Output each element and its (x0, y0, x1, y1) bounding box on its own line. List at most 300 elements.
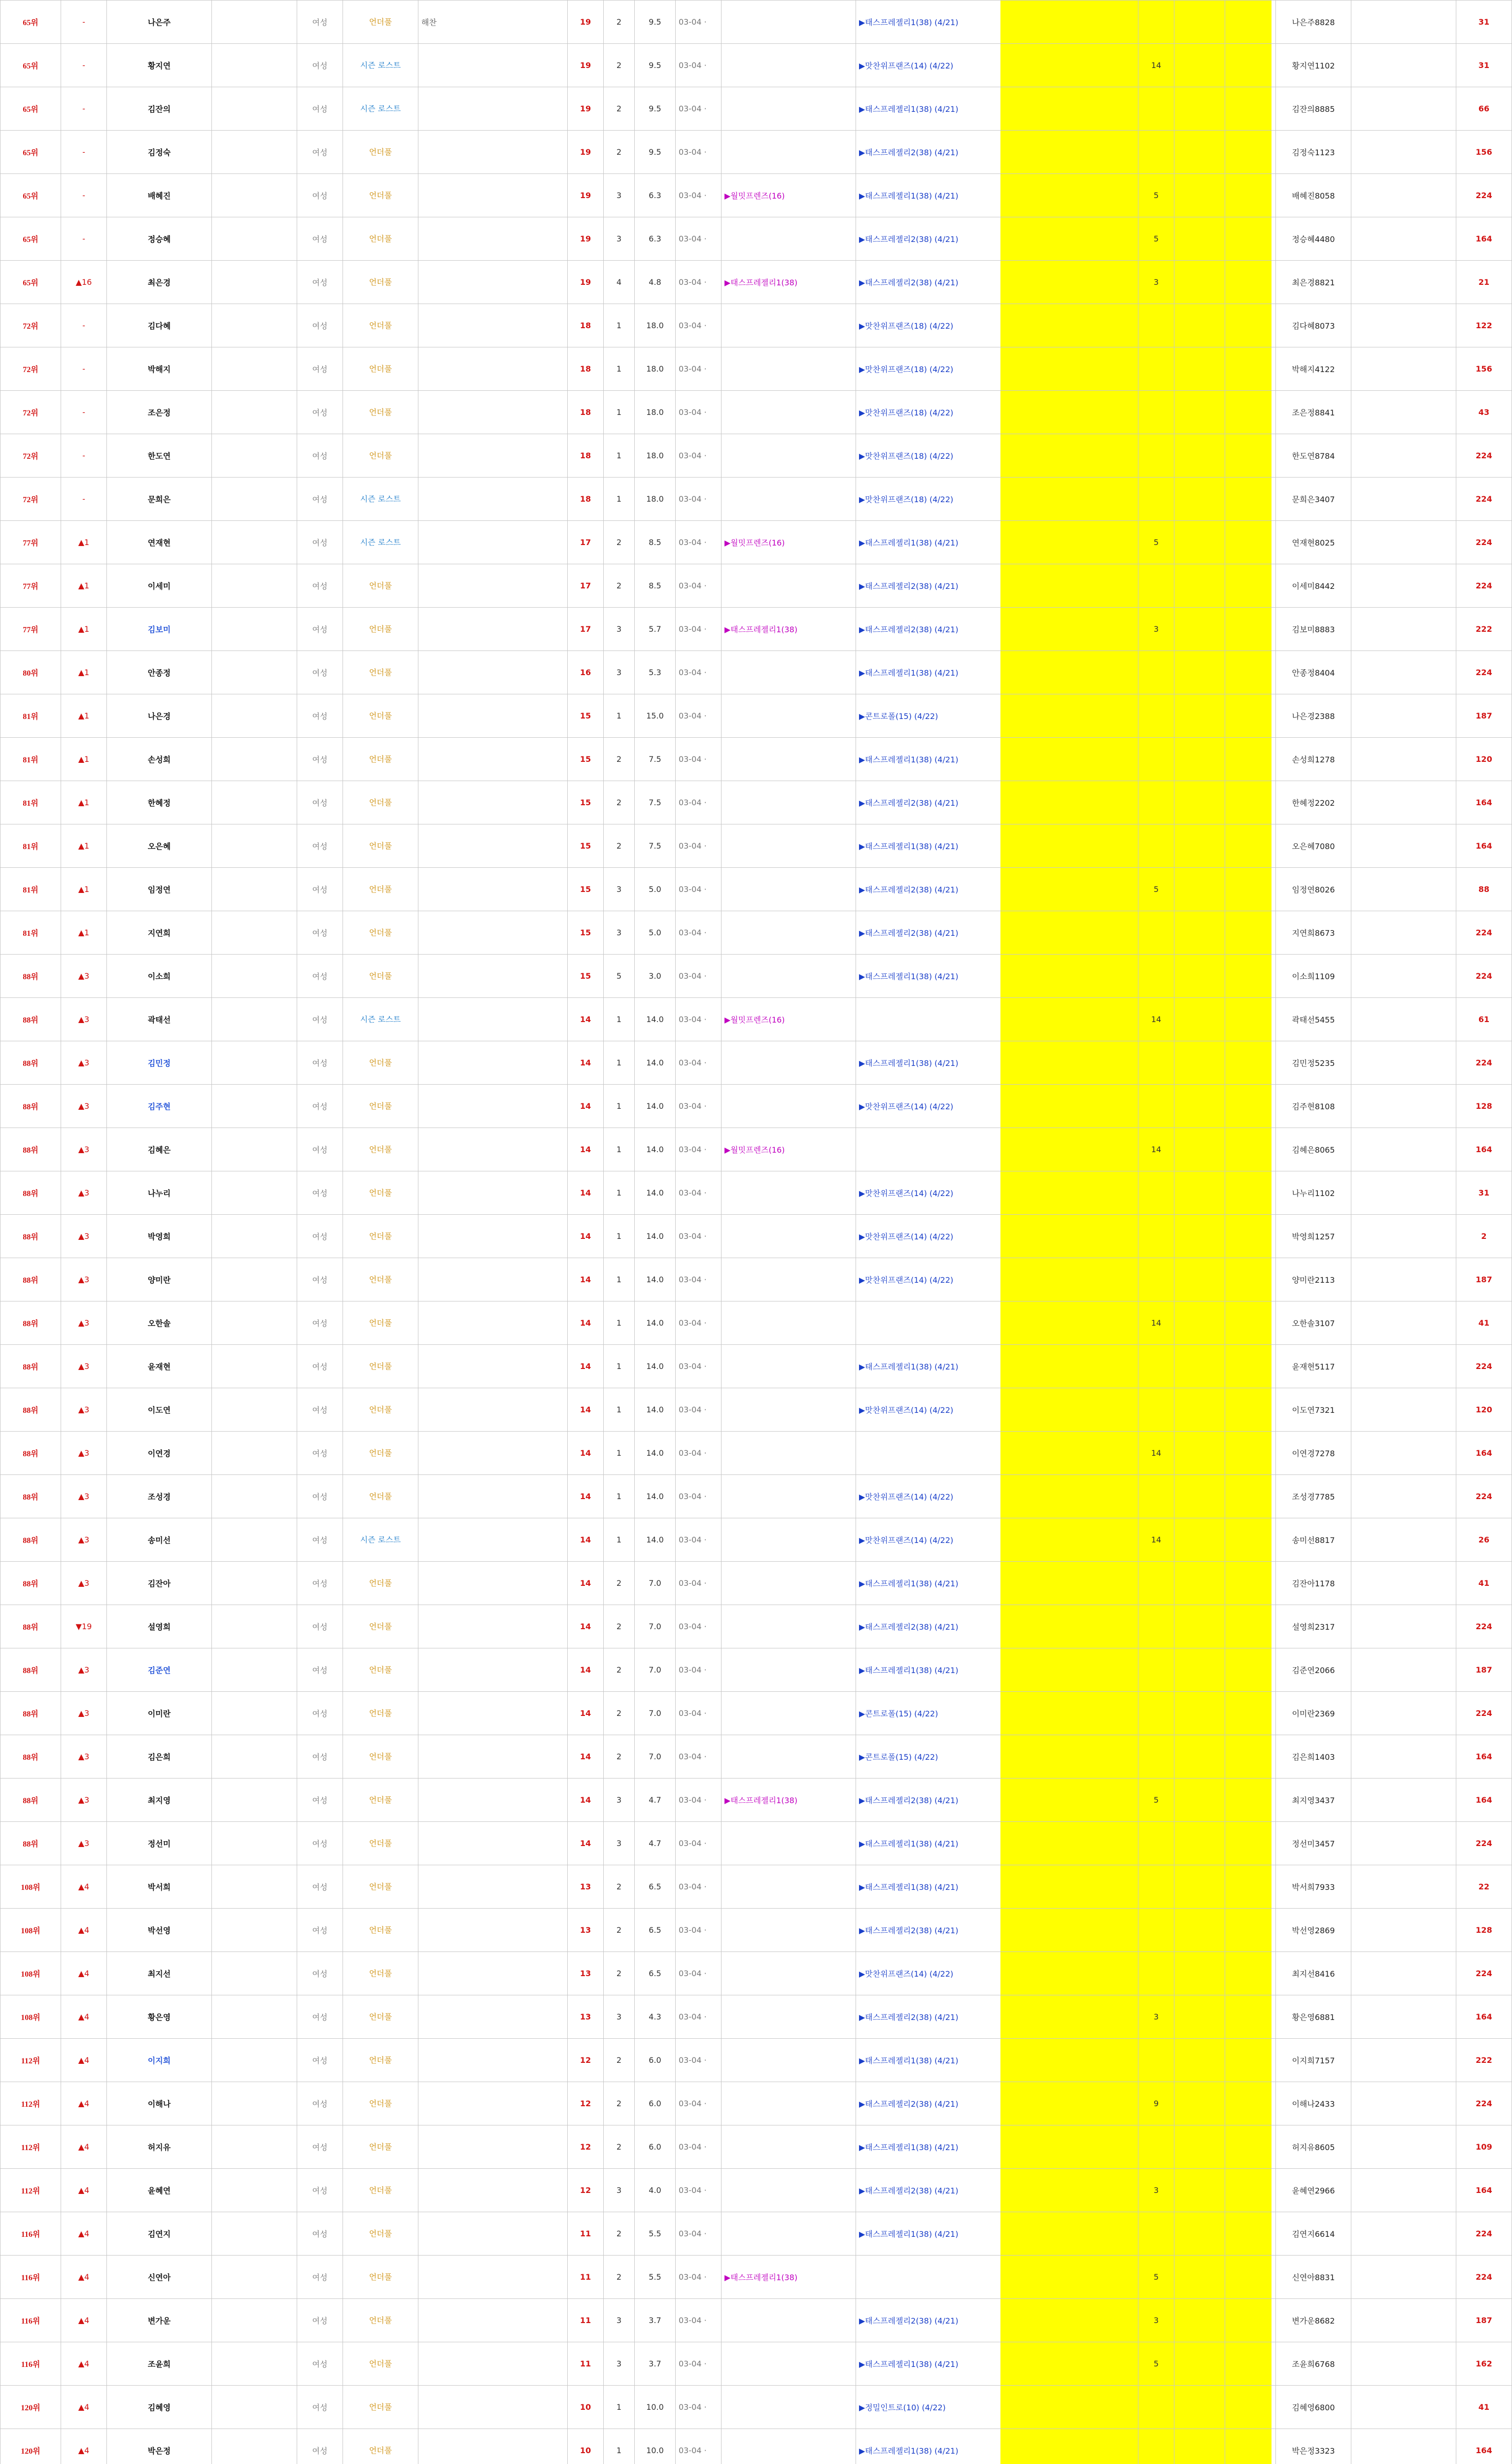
name-cell[interactable]: 최지영 (107, 1779, 212, 1822)
count-cell: 2 (604, 1865, 635, 1909)
note-cell (1351, 1085, 1456, 1128)
note-cell (1351, 391, 1456, 434)
score-cell: 19 (568, 261, 604, 304)
highlight-cell (1225, 1865, 1276, 1909)
description-cell (418, 2082, 568, 2125)
description-cell (418, 1779, 568, 1822)
name-cell[interactable]: 양미란 (107, 1258, 212, 1301)
name-cell[interactable]: 연재현 (107, 521, 212, 564)
badge-cell: 언더풀 (343, 651, 418, 694)
points-cell: 164 (1456, 1735, 1512, 1779)
spacer-cell (212, 1258, 297, 1301)
badge-cell: 언더풀 (343, 2429, 418, 2464)
table-row[interactable] (0, 651, 1512, 694)
user-id-cell[interactable]: 박해지4122 (1276, 347, 1351, 391)
highlight-value-cell (1138, 304, 1174, 347)
name-cell[interactable]: 김준연 (107, 1648, 212, 1692)
user-id-cell[interactable]: 이도연7321 (1276, 1388, 1351, 1432)
user-id-cell[interactable]: 김정숙1123 (1276, 131, 1351, 174)
user-id-cell[interactable]: 박선영2869 (1276, 1909, 1351, 1952)
type-cell: 여성 (297, 694, 343, 738)
name-cell[interactable]: 신연아 (107, 2256, 212, 2299)
user-id-cell[interactable]: 손성희1278 (1276, 738, 1351, 781)
user-id-cell[interactable]: 나은경2388 (1276, 694, 1351, 738)
name-cell[interactable]: 안종정 (107, 651, 212, 694)
highlight-value-cell (1138, 564, 1174, 608)
event-secondary-cell: ▶태스프레젤리2(38) (4/21) (856, 1995, 1138, 2039)
name-cell[interactable]: 황은영 (107, 1995, 212, 2039)
user-id-cell[interactable]: 양미란2113 (1276, 1258, 1351, 1301)
type-cell: 여성 (297, 1041, 343, 1085)
table-row[interactable] (0, 911, 1512, 955)
name-cell[interactable]: 이해나 (107, 2082, 212, 2125)
table-row[interactable] (0, 738, 1512, 781)
table-row[interactable] (0, 261, 1512, 304)
user-id-cell[interactable]: 김주현8108 (1276, 1085, 1351, 1128)
change-cell: ▲4 (61, 2256, 107, 2299)
table-row[interactable] (0, 304, 1512, 347)
name-cell[interactable]: 김연지 (107, 2212, 212, 2256)
name-cell[interactable]: 최은경 (107, 261, 212, 304)
table-row[interactable] (0, 1822, 1512, 1865)
badge-cell: 언더풀 (343, 2082, 418, 2125)
badge-cell: 언더풀 (343, 2125, 418, 2169)
highlight-cell (1174, 521, 1225, 564)
table-row[interactable] (0, 87, 1512, 131)
name-cell[interactable]: 김혜영 (107, 2386, 212, 2429)
table-row[interactable] (0, 2125, 1512, 2169)
user-id-cell[interactable]: 김잔아1178 (1276, 1562, 1351, 1605)
count-cell: 2 (604, 87, 635, 131)
name-cell[interactable]: 오은혜 (107, 824, 212, 868)
table-row[interactable] (0, 1648, 1512, 1692)
highlight-cell (1225, 44, 1276, 87)
count-cell: 1 (604, 1301, 635, 1345)
table-row[interactable] (0, 824, 1512, 868)
rank-cell: 112위 (0, 2125, 61, 2169)
name-cell[interactable]: 나은주 (107, 0, 212, 44)
highlight-value-cell (1138, 955, 1174, 998)
table-row[interactable] (0, 1388, 1512, 1432)
table-row[interactable] (0, 1128, 1512, 1171)
table-row[interactable] (0, 1865, 1512, 1909)
table-row[interactable] (0, 1258, 1512, 1301)
table-row[interactable] (0, 1735, 1512, 1779)
name-cell[interactable]: 김민정 (107, 1041, 212, 1085)
name-cell[interactable]: 이소희 (107, 955, 212, 998)
name-cell[interactable]: 황지연 (107, 44, 212, 87)
average-cell: 7.0 (635, 1692, 676, 1735)
change-cell: ▲1 (61, 564, 107, 608)
name-cell[interactable]: 곽태선 (107, 998, 212, 1041)
average-cell: 9.5 (635, 44, 676, 87)
user-id-cell[interactable]: 박서희7933 (1276, 1865, 1351, 1909)
table-row[interactable] (0, 955, 1512, 998)
name-cell[interactable]: 정선미 (107, 1822, 212, 1865)
table-row[interactable] (0, 1779, 1512, 1822)
event-primary-cell (722, 1085, 856, 1128)
table-row[interactable] (0, 1171, 1512, 1215)
table-row[interactable] (0, 2342, 1512, 2386)
rank-cell: 72위 (0, 434, 61, 478)
user-id-cell[interactable]: 황지연1102 (1276, 44, 1351, 87)
highlight-value-cell (1138, 2039, 1174, 2082)
table-row[interactable] (0, 2386, 1512, 2429)
rank-cell: 88위 (0, 1301, 61, 1345)
note-cell (1351, 781, 1456, 824)
user-id-cell[interactable]: 황은영6881 (1276, 1995, 1351, 2039)
points-cell: 224 (1456, 478, 1512, 521)
average-cell: 6.0 (635, 2039, 676, 2082)
user-id-cell[interactable]: 김다혜8073 (1276, 304, 1351, 347)
highlight-value-cell (1138, 1605, 1174, 1648)
type-cell: 여성 (297, 2386, 343, 2429)
user-id-cell[interactable]: 설영희2317 (1276, 1605, 1351, 1648)
user-id-cell[interactable]: 곽태선5455 (1276, 998, 1351, 1041)
user-id-cell[interactable]: 문희은3407 (1276, 478, 1351, 521)
date-cell: 03-04 · (676, 2212, 722, 2256)
event-secondary-cell (856, 1432, 1138, 1475)
user-id-cell[interactable]: 이해나2433 (1276, 2082, 1351, 2125)
user-id-cell[interactable]: 이지희7157 (1276, 2039, 1351, 2082)
count-cell: 1 (604, 1128, 635, 1171)
name-cell[interactable]: 한도연 (107, 434, 212, 478)
score-cell: 14 (568, 1085, 604, 1128)
table-row[interactable] (0, 1692, 1512, 1735)
spacer-cell (212, 44, 297, 87)
name-cell[interactable]: 박서희 (107, 1865, 212, 1909)
name-cell[interactable]: 김혜은 (107, 1128, 212, 1171)
spacer-cell (212, 304, 297, 347)
score-cell: 17 (568, 608, 604, 651)
user-id-cell[interactable]: 이미란2369 (1276, 1692, 1351, 1735)
note-cell (1351, 1215, 1456, 1258)
highlight-value-cell (1138, 1171, 1174, 1215)
name-cell[interactable]: 윤혜연 (107, 2169, 212, 2212)
highlight-value-cell (1138, 131, 1174, 174)
table-row[interactable] (0, 478, 1512, 521)
highlight-cell (1174, 868, 1225, 911)
highlight-cell (1225, 2212, 1276, 2256)
name-cell[interactable]: 김잔아 (107, 1562, 212, 1605)
event-primary-cell (722, 0, 856, 44)
badge-cell: 언더풀 (343, 738, 418, 781)
user-id-cell[interactable]: 윤재현5117 (1276, 1345, 1351, 1388)
event-primary-cell (722, 824, 856, 868)
table-row[interactable] (0, 781, 1512, 824)
change-cell: ▲4 (61, 2169, 107, 2212)
name-cell[interactable]: 박영희 (107, 1215, 212, 1258)
user-id-cell[interactable]: 변가운8682 (1276, 2299, 1351, 2342)
name-cell[interactable]: 설영희 (107, 1605, 212, 1648)
event-secondary-cell: ▶맛찬위프랜즈(14) (4/22) (856, 1258, 1138, 1301)
name-cell[interactable]: 손성희 (107, 738, 212, 781)
table-row[interactable] (0, 131, 1512, 174)
user-id-cell[interactable]: 박영희1257 (1276, 1215, 1351, 1258)
note-cell (1351, 2342, 1456, 2386)
table-row[interactable] (0, 608, 1512, 651)
score-cell: 12 (568, 2082, 604, 2125)
user-id-cell[interactable]: 임정연8026 (1276, 868, 1351, 911)
description-cell (418, 1171, 568, 1215)
name-cell[interactable]: 변가운 (107, 2299, 212, 2342)
average-cell: 4.7 (635, 1779, 676, 1822)
name-cell[interactable]: 이연경 (107, 1432, 212, 1475)
user-id-cell[interactable]: 이세미8442 (1276, 564, 1351, 608)
name-cell[interactable]: 김정숙 (107, 131, 212, 174)
table-row[interactable] (0, 694, 1512, 738)
event-primary-cell (722, 1388, 856, 1432)
table-row[interactable] (0, 1605, 1512, 1648)
date-cell: 03-04 · (676, 2082, 722, 2125)
type-cell: 여성 (297, 1128, 343, 1171)
table-row[interactable] (0, 2039, 1512, 2082)
average-cell: 7.5 (635, 781, 676, 824)
name-cell[interactable]: 이도연 (107, 1388, 212, 1432)
user-id-cell[interactable]: 조윤희6768 (1276, 2342, 1351, 2386)
highlight-cell (1225, 1518, 1276, 1562)
table-row[interactable] (0, 1952, 1512, 1995)
table-row[interactable] (0, 0, 1512, 44)
user-id-cell[interactable]: 김준연2066 (1276, 1648, 1351, 1692)
table-row[interactable] (0, 2212, 1512, 2256)
name-cell[interactable]: 배혜진 (107, 174, 212, 217)
user-id-cell[interactable]: 허지유8605 (1276, 2125, 1351, 2169)
name-cell[interactable]: 김잔의 (107, 87, 212, 131)
table-row[interactable] (0, 44, 1512, 87)
description-cell (418, 131, 568, 174)
average-cell: 18.0 (635, 347, 676, 391)
name-cell[interactable]: 윤재현 (107, 1345, 212, 1388)
table-row[interactable] (0, 434, 1512, 478)
name-cell[interactable]: 최지선 (107, 1952, 212, 1995)
table-row[interactable] (0, 1041, 1512, 1085)
name-cell[interactable]: 김은희 (107, 1735, 212, 1779)
name-cell[interactable]: 오한솔 (107, 1301, 212, 1345)
highlight-value-cell (1138, 1041, 1174, 1085)
average-cell: 7.0 (635, 1562, 676, 1605)
user-id-cell[interactable]: 김잔의8885 (1276, 87, 1351, 131)
event-primary-cell (722, 1301, 856, 1345)
type-cell: 여성 (297, 1388, 343, 1432)
change-cell: ▲4 (61, 2429, 107, 2464)
name-cell[interactable]: 조은정 (107, 391, 212, 434)
type-cell: 여성 (297, 868, 343, 911)
user-id-cell[interactable]: 김은희1403 (1276, 1735, 1351, 1779)
name-cell[interactable]: 김다혜 (107, 304, 212, 347)
name-cell[interactable]: 조성경 (107, 1475, 212, 1518)
name-cell[interactable]: 김주현 (107, 1085, 212, 1128)
table-row[interactable] (0, 2169, 1512, 2212)
user-id-cell[interactable]: 최지영3437 (1276, 1779, 1351, 1822)
name-cell[interactable]: 박은정 (107, 2429, 212, 2464)
table-row[interactable] (0, 2256, 1512, 2299)
type-cell: 여성 (297, 651, 343, 694)
badge-cell: 언더풀 (343, 1909, 418, 1952)
count-cell: 2 (604, 2256, 635, 2299)
name-cell[interactable]: 나누리 (107, 1171, 212, 1215)
table-row[interactable] (0, 1909, 1512, 1952)
badge-cell: 언더풀 (343, 1258, 418, 1301)
points-cell: 31 (1456, 44, 1512, 87)
table-row[interactable] (0, 217, 1512, 261)
table-row[interactable] (0, 521, 1512, 564)
table-row[interactable] (0, 174, 1512, 217)
table-row[interactable] (0, 347, 1512, 391)
name-cell[interactable]: 김보미 (107, 608, 212, 651)
date-cell: 03-04 · (676, 2299, 722, 2342)
user-id-cell[interactable]: 김혜은8065 (1276, 1128, 1351, 1171)
spacer-cell (212, 1301, 297, 1345)
name-cell[interactable]: 허지유 (107, 2125, 212, 2169)
name-cell[interactable]: 임정연 (107, 868, 212, 911)
rank-cell: 88위 (0, 1648, 61, 1692)
highlight-value-cell: 9 (1138, 2082, 1174, 2125)
user-id-cell[interactable]: 최은경8821 (1276, 261, 1351, 304)
table-row[interactable] (0, 2299, 1512, 2342)
description-cell (418, 2299, 568, 2342)
name-cell[interactable]: 정승혜 (107, 217, 212, 261)
user-id-cell[interactable]: 오은혜7080 (1276, 824, 1351, 868)
event-secondary-cell: ▶태스프레젤리1(38) (4/21) (856, 87, 1138, 131)
event-primary-cell: ▶태스프레젤리1(38) (722, 1779, 856, 1822)
table-row[interactable] (0, 2082, 1512, 2125)
event-primary-cell (722, 1605, 856, 1648)
change-cell: - (61, 131, 107, 174)
name-cell[interactable]: 문희은 (107, 478, 212, 521)
points-cell: 156 (1456, 131, 1512, 174)
event-secondary-cell: ▶맛찬위프랜즈(14) (4/22) (856, 1085, 1138, 1128)
name-cell[interactable]: 이세미 (107, 564, 212, 608)
name-cell[interactable]: 송미선 (107, 1518, 212, 1562)
note-cell (1351, 1171, 1456, 1215)
spacer-cell (212, 1562, 297, 1605)
user-id-cell[interactable]: 조성경7785 (1276, 1475, 1351, 1518)
type-cell: 여성 (297, 304, 343, 347)
note-cell (1351, 347, 1456, 391)
average-cell: 3.7 (635, 2299, 676, 2342)
table-row[interactable] (0, 391, 1512, 434)
event-primary-cell (722, 564, 856, 608)
table-row[interactable] (0, 1345, 1512, 1388)
highlight-cell (1174, 1345, 1225, 1388)
user-id-cell[interactable]: 박은정3323 (1276, 2429, 1351, 2464)
type-cell: 여성 (297, 174, 343, 217)
description-cell (418, 955, 568, 998)
table-row[interactable] (0, 2429, 1512, 2464)
user-id-cell[interactable]: 김연지6614 (1276, 2212, 1351, 2256)
table-row[interactable] (0, 564, 1512, 608)
name-cell[interactable]: 이지희 (107, 2039, 212, 2082)
highlight-value-cell (1138, 694, 1174, 738)
note-cell (1351, 304, 1456, 347)
spacer-cell (212, 131, 297, 174)
spacer-cell (212, 1345, 297, 1388)
table-row[interactable] (0, 1475, 1512, 1518)
name-cell[interactable]: 한혜정 (107, 781, 212, 824)
table-row[interactable] (0, 1518, 1512, 1562)
user-id-cell[interactable]: 오한솔3107 (1276, 1301, 1351, 1345)
user-id-cell[interactable]: 최지선8416 (1276, 1952, 1351, 1995)
user-id-cell[interactable]: 김민정5235 (1276, 1041, 1351, 1085)
score-cell: 18 (568, 347, 604, 391)
table-row[interactable] (0, 1995, 1512, 2039)
name-cell[interactable]: 박해지 (107, 347, 212, 391)
spacer-cell (212, 2299, 297, 2342)
table-row[interactable] (0, 1432, 1512, 1475)
event-secondary-cell: ▶태스프레젤리2(38) (4/21) (856, 1605, 1138, 1648)
description-cell (418, 781, 568, 824)
user-id-cell[interactable]: 신연아8831 (1276, 2256, 1351, 2299)
average-cell: 4.0 (635, 2169, 676, 2212)
change-cell: ▲4 (61, 2082, 107, 2125)
highlight-cell (1225, 2386, 1276, 2429)
note-cell (1351, 87, 1456, 131)
user-id-cell[interactable]: 김혜영6800 (1276, 2386, 1351, 2429)
user-id-cell[interactable]: 이소희1109 (1276, 955, 1351, 998)
average-cell: 9.5 (635, 131, 676, 174)
user-id-cell[interactable]: 윤혜연2966 (1276, 2169, 1351, 2212)
points-cell: 164 (1456, 1432, 1512, 1475)
user-id-cell[interactable]: 이연경7278 (1276, 1432, 1351, 1475)
average-cell: 5.0 (635, 868, 676, 911)
name-cell[interactable]: 박선영 (107, 1909, 212, 1952)
highlight-value-cell (1138, 1085, 1174, 1128)
user-id-cell[interactable]: 나은주8828 (1276, 0, 1351, 44)
change-cell: ▲4 (61, 1909, 107, 1952)
user-id-cell[interactable]: 조은정8841 (1276, 391, 1351, 434)
table-row[interactable] (0, 1562, 1512, 1605)
count-cell: 2 (604, 738, 635, 781)
type-cell: 여성 (297, 1648, 343, 1692)
user-id-cell[interactable]: 지연희8673 (1276, 911, 1351, 955)
table-row[interactable] (0, 1215, 1512, 1258)
count-cell: 3 (604, 2342, 635, 2386)
count-cell: 2 (604, 824, 635, 868)
average-cell: 14.0 (635, 1041, 676, 1085)
event-secondary-cell: ▶태스프레젤리2(38) (4/21) (856, 261, 1138, 304)
user-id-cell[interactable]: 정선미3457 (1276, 1822, 1351, 1865)
name-cell[interactable]: 조윤희 (107, 2342, 212, 2386)
table-row[interactable] (0, 1085, 1512, 1128)
user-id-cell[interactable]: 배혜진8058 (1276, 174, 1351, 217)
user-id-cell[interactable]: 연재현8025 (1276, 521, 1351, 564)
user-id-cell[interactable]: 안종정8404 (1276, 651, 1351, 694)
name-cell[interactable]: 나은경 (107, 694, 212, 738)
user-id-cell[interactable]: 한도연8784 (1276, 434, 1351, 478)
badge-cell: 언더풀 (343, 608, 418, 651)
average-cell: 6.3 (635, 174, 676, 217)
user-id-cell[interactable]: 나누리1102 (1276, 1171, 1351, 1215)
table-row[interactable] (0, 998, 1512, 1041)
name-cell[interactable]: 지연희 (107, 911, 212, 955)
date-cell: 03-04 · (676, 1909, 722, 1952)
table-row[interactable] (0, 1301, 1512, 1345)
rank-cell: 65위 (0, 261, 61, 304)
average-cell: 5.0 (635, 911, 676, 955)
user-id-cell[interactable]: 정승혜4480 (1276, 217, 1351, 261)
user-id-cell[interactable]: 김보미8883 (1276, 608, 1351, 651)
name-cell[interactable]: 이미란 (107, 1692, 212, 1735)
user-id-cell[interactable]: 송미선8817 (1276, 1518, 1351, 1562)
table-row[interactable] (0, 868, 1512, 911)
user-id-cell[interactable]: 한혜정2202 (1276, 781, 1351, 824)
highlight-cell (1225, 174, 1276, 217)
note-cell (1351, 2082, 1456, 2125)
note-cell (1351, 1995, 1456, 2039)
count-cell: 4 (604, 261, 635, 304)
type-cell: 여성 (297, 911, 343, 955)
